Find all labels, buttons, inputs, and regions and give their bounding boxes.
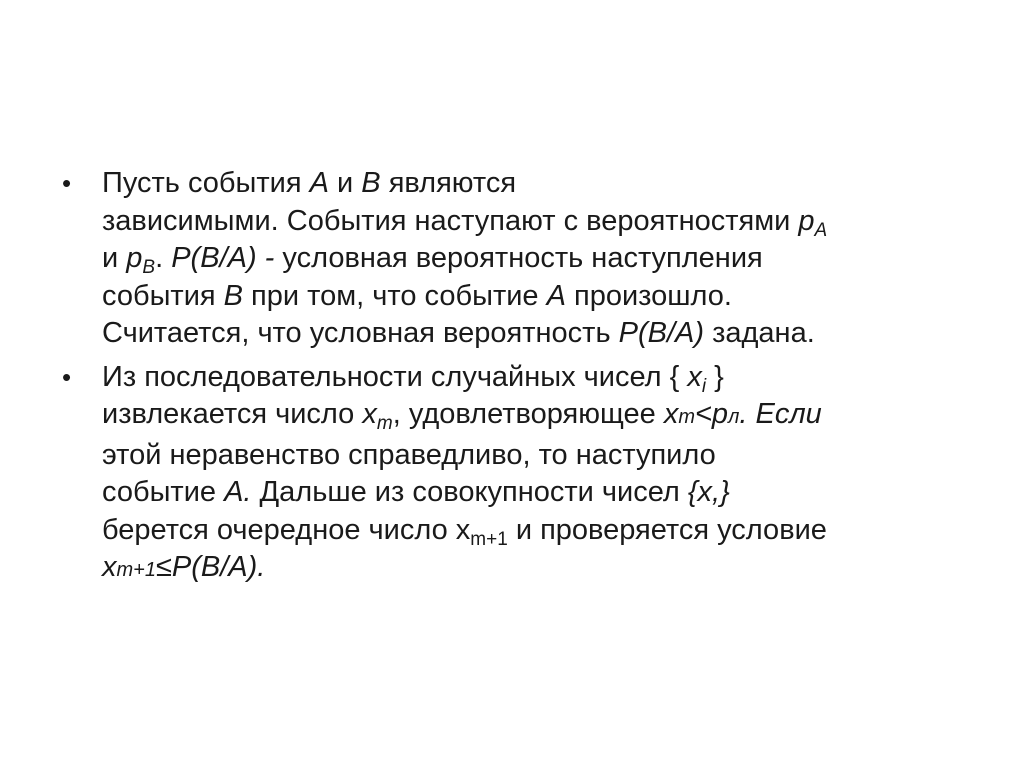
text-run: являются xyxy=(380,167,517,199)
text-run: событие xyxy=(102,476,225,508)
subscript: A xyxy=(814,219,828,241)
formula: <p xyxy=(695,398,729,430)
event-symbol: A xyxy=(309,167,329,199)
subscript: m xyxy=(678,406,695,428)
text-run: задана. xyxy=(704,317,815,349)
probability-symbol: p xyxy=(798,204,815,237)
text-run: извлекается число xyxy=(102,398,363,430)
text-run: и проверяется условие xyxy=(507,513,827,546)
text-line xyxy=(102,359,978,397)
bullet-item-dependent-events xyxy=(58,165,978,353)
text-line xyxy=(102,203,978,241)
text-run: Считается, что условная вероятность xyxy=(102,317,619,349)
bullet-icon: • xyxy=(62,361,72,392)
text-line xyxy=(102,549,978,590)
formula: . Если xyxy=(739,398,822,430)
formula: {x,} xyxy=(687,476,730,508)
text-line xyxy=(102,240,978,278)
text-line xyxy=(102,474,978,512)
text-line xyxy=(102,315,978,353)
bullet-icon: • xyxy=(62,168,72,198)
formula: ≤P(B/A). xyxy=(155,551,266,583)
text-run: произошло. xyxy=(565,279,732,312)
formula: P(B/A) - xyxy=(171,242,275,274)
text-line xyxy=(102,278,978,316)
subscript: i xyxy=(701,375,707,397)
text-run: } xyxy=(706,360,724,393)
subscript: m+1 xyxy=(470,528,508,550)
variable-symbol: x xyxy=(102,551,117,583)
text-run: и xyxy=(328,167,362,199)
text-line xyxy=(102,165,978,203)
subscript: m+1 xyxy=(116,559,156,581)
subscript: B xyxy=(142,257,156,278)
text-run: условная вероятность наступления xyxy=(274,242,763,274)
text-run: . xyxy=(155,242,172,274)
text-run: при том, что событие xyxy=(243,279,547,312)
variable-symbol: x xyxy=(362,398,377,430)
subscript: m xyxy=(376,413,393,434)
text-run: , удовлетворяющее xyxy=(392,398,664,430)
text-run: Дальше из совокупности чисел xyxy=(251,476,688,508)
variable-symbol: x xyxy=(687,360,702,393)
text-run: зависимыми. События наступают с вероятностями xyxy=(102,204,799,237)
event-symbol: A. xyxy=(224,476,252,508)
text-line xyxy=(102,396,978,437)
bullet-list xyxy=(58,165,978,596)
probability-symbol: p xyxy=(126,242,143,274)
text-line xyxy=(102,512,978,550)
text-run: и xyxy=(102,242,127,274)
bullet-item-random-numbers xyxy=(58,359,978,590)
event-symbol: B xyxy=(223,279,243,312)
event-symbol: B xyxy=(361,167,381,199)
event-symbol: A xyxy=(546,279,566,312)
variable-symbol: x xyxy=(663,398,679,430)
text-run: берется очередное число x xyxy=(102,513,471,546)
subscript: л xyxy=(728,406,740,428)
text-run: Из последовательности случайных чисел { xyxy=(102,360,688,393)
text-run: события xyxy=(102,279,224,312)
text-run: Пусть события xyxy=(102,167,310,199)
text-run: этой неравенство справедливо, то наступило xyxy=(102,438,716,471)
formula: P(B/A) xyxy=(618,317,705,349)
text-line xyxy=(102,437,978,475)
